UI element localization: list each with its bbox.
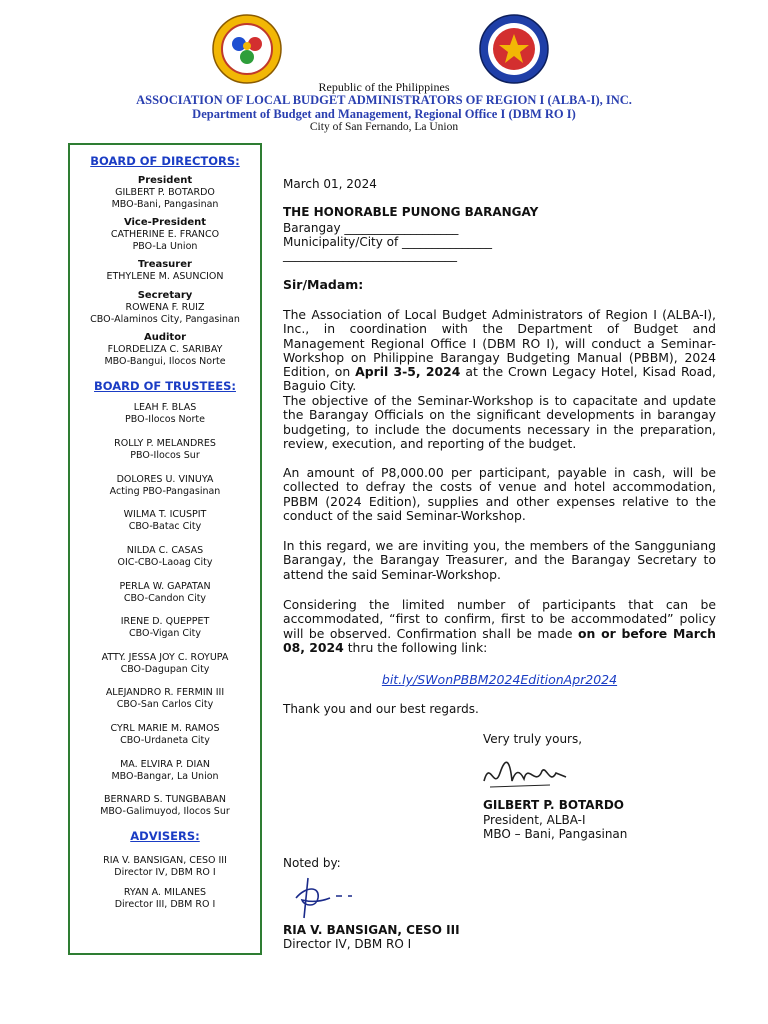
trustee-name: IRENE D. QUEPPET [120,616,210,627]
director-name: ETHYLENE M. ASUNCION [106,271,224,282]
paragraph-3: An amount of P8,000.00 per participant, payable in cash, will be collected to defray the costs of venue and hotel accommodation, PBBM (2024 Edition), supplies and other expenses relative to the conduct of the said Seminar-Workshop. [283,465,716,523]
advisers-heading: ADVISERS: [130,829,200,843]
director-role: Secretary [137,290,193,301]
thanks-line: Thank you and our best regards. [283,702,479,716]
trustee-office: CBO-Batac City [128,521,202,532]
trustee-name: MA. ELVIRA P. DIAN [120,759,210,770]
trustee-office: PBO-Ilocos Norte [125,414,205,425]
director-office: MBO-Bangui, Ilocos Norte [104,356,226,367]
trustee-name: ROLLY P. MELANDRES [114,438,216,449]
trustee-office: Acting PBO-Pangasinan [109,486,221,497]
trustee-name: PERLA W. GAPATAN [119,581,211,592]
letter-date: March 01, 2024 [283,177,377,191]
trustee-office: CBO-Vigan City [128,628,202,639]
noter-name: RIA V. BANSIGAN, CESO III [283,923,460,937]
signature-bansigan [290,872,360,922]
signature-botardo [480,751,570,797]
trustee-name: LEAH F. BLAS [133,402,197,413]
trustee-name: CYRL MARIE M. RAMOS [110,723,220,734]
paragraph-4: In this regard, we are inviting you, the members of the Sangguniang Barangay, the Barangay Treasurer, and the Barangay Secretary to attend the said Seminar-Workshop. [283,538,716,582]
address-blank-line: _____________________________ [283,248,457,262]
trustee-office: CBO-Urdaneta City [120,735,210,746]
director-name: CATHERINE E. FRANCO [110,229,220,240]
signatory-title: President, ALBA-I [483,813,586,827]
signatory-name: GILBERT P. BOTARDO [483,798,624,812]
header-city: City of San Fernando, La Union [309,121,459,133]
trustees-heading: BOARD OF TRUSTEES: [94,379,236,393]
trustee-office: MBO-Bangar, La Union [111,771,219,782]
paragraph-2: The objective of the Seminar-Workshop is to capacitate and update the Barangay Officials on the significant developments in barangay budgeting, to include the documents necessary in the preparation, review, execution, and reporting of the budget. [283,393,716,451]
trustee-office: OIC-CBO-Laoag City [117,557,213,568]
director-office: PBO-La Union [132,241,198,252]
director-role: Auditor [143,332,187,343]
header-dbm: Department of Budget and Management, Regional Office I (DBM RO I) [192,107,576,121]
alba-seal-logo [212,14,282,84]
trustee-name: NILDA C. CASAS [126,545,204,556]
paragraph-5: Considering the limited number of participants that can be accommodated, “first to confirm, first to be accommodated” policy will be observed. Confirmation shall be made on or before March 08, 2024 thru the following link: [283,597,716,655]
header-association: ASSOCIATION OF LOCAL BUDGET ADMINISTRATORS OF REGION I (ALBA-I), INC. [136,93,632,107]
trustee-name: DOLORES U. VINUYA [116,474,214,485]
director-role: President [137,175,193,186]
trustee-name: BERNARD S. TUNGBABAN [103,794,227,805]
adviser-name: RIA V. BANSIGAN, CESO III [103,855,227,866]
trustee-name: ATTY. JESSA JOY C. ROYUPA [101,652,229,663]
noter-title: Director IV, DBM RO I [283,937,412,951]
noted-by: Noted by: [283,856,341,870]
header-republic: Republic of the Philippines [318,80,450,94]
addressee: THE HONORABLE PUNONG BARANGAY [283,205,539,219]
closing: Very truly yours, [483,732,583,746]
director-office: CBO-Alaminos City, Pangasinan [90,314,240,325]
paragraph-1: The Association of Local Budget Administrators of Region I (ALBA-I), Inc., in coordination with the Department of Budget and Management Regional Office I (DBM RO I), will conduct a Seminar-Workshop on Philippine Barangay Budgeting Manual (PBBM), 2024 Edition, on April 3-5, 2024 at the Crown Legacy Hotel, Kisad Road, Baguio City. [283,307,716,394]
officers-sidebar [68,143,262,955]
trustee-office: CBO-San Carlos City [116,699,214,710]
signatory-office: MBO – Bani, Pangasinan [483,827,628,841]
trustee-office: CBO-Dagupan City [120,664,210,675]
municipality-line: Municipality/City of _______________ [283,235,493,249]
trustee-office: MBO-Galimuyod, Ilocos Sur [100,806,230,817]
registration-link[interactable]: bit.ly/SWonPBBM2024EditionApr2024 [381,672,618,687]
barangay-line: Barangay ___________________ [283,221,459,235]
director-name: ROWENA F. RUIZ [125,302,205,313]
director-role: Treasurer [138,259,192,270]
adviser-office: Director III, DBM RO I [114,899,216,910]
salutation: Sir/Madam: [283,277,364,292]
adviser-name: RYAN A. MILANES [123,887,207,898]
director-role: Vice-President [123,217,207,228]
trustee-office: PBO-Ilocos Sur [130,450,200,461]
trustee-office: CBO-Candon City [123,593,207,604]
director-name: GILBERT P. BOTARDO [115,187,215,198]
director-office: MBO-Bani, Pangasinan [111,199,219,210]
trustee-name: WILMA T. ICUSPIT [123,509,207,520]
adviser-office: Director IV, DBM RO I [114,867,216,878]
dbm-seal-logo [479,14,549,84]
director-name: FLORDELIZA C. SARIBAY [107,344,223,355]
directors-heading: BOARD OF DIRECTORS: [90,154,240,168]
trustee-name: ALEJANDRO R. FERMIN III [105,687,225,698]
